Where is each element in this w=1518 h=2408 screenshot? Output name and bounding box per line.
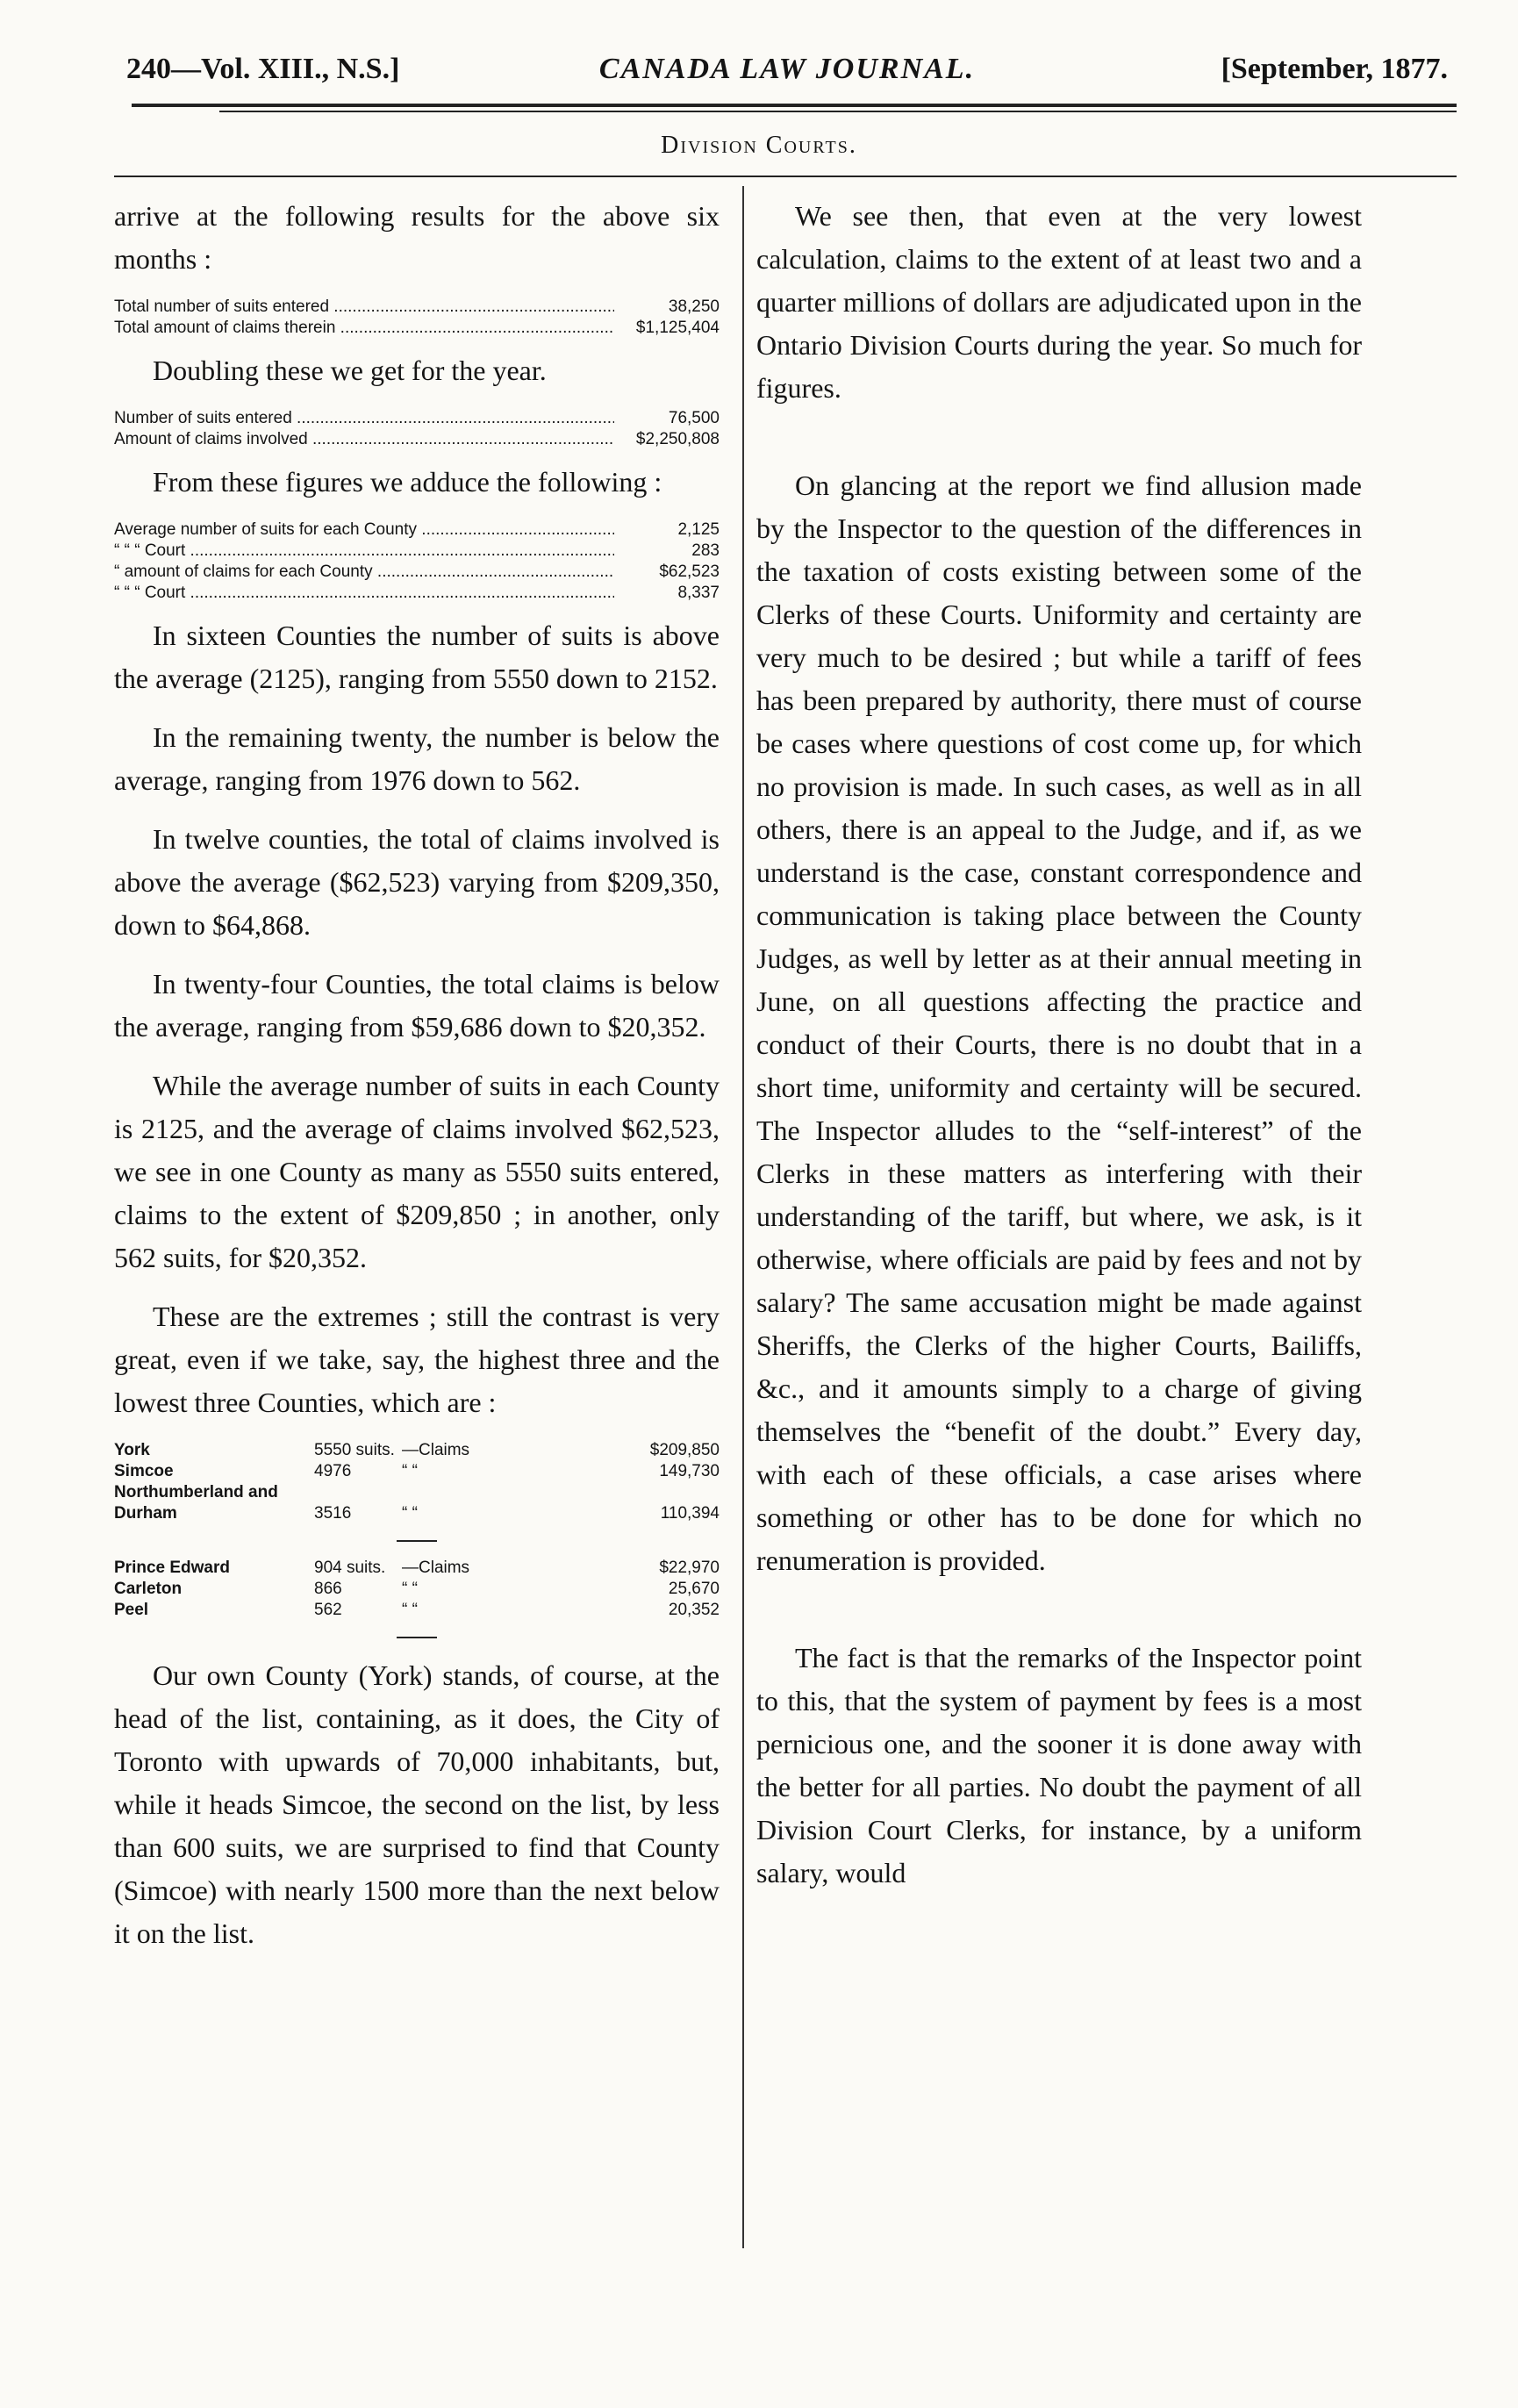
table-row bbox=[114, 1600, 720, 1621]
stat-row bbox=[114, 318, 720, 339]
paragraph: These are the extremes ; still the contrast is very great, even if we take, say, the highest three and the lowest three Counties, which are : bbox=[114, 1301, 720, 1418]
header-rule-thick bbox=[132, 104, 1457, 107]
stat-value: $2,250,808 bbox=[635, 430, 720, 448]
stats-year bbox=[114, 408, 720, 450]
county-claims: $209,850 bbox=[649, 1441, 720, 1459]
paragraph: Doubling these we get for the year. bbox=[153, 355, 547, 386]
county-name: Prince Edward bbox=[114, 1559, 230, 1577]
table-row bbox=[114, 1558, 720, 1579]
paragraph: In sixteen Counties the number of suits is above the average (2125), ranging from 5550 down to 2152. bbox=[114, 620, 720, 694]
paragraph: We see then, that even at the very lowest calculation, claims to the extent of at least two and a quarter millions of dollars are adjudicated upon in the Ontario Division Courts during the year. So much for figures. bbox=[756, 200, 1362, 404]
stat-value: $1,125,404 bbox=[635, 319, 720, 337]
paragraph: From these figures we adduce the following : bbox=[153, 466, 662, 498]
table-row bbox=[114, 1579, 720, 1600]
paragraph: arrive at the following results for the above six months : bbox=[114, 200, 720, 275]
paragraph: On glancing at the report we find allusion made by the Inspector to the question of the differences in the taxation of costs existing between some of the Clerks of these Courts. Uniformity and certainty are very much to be desired ; but while a tariff of fees has been prepared by authority, there must of course be cases where questions of cost come up, for which no provision is made. In such cases, as well as in all others, there is an appeal to the Judge, and if, as we understand is the case, constant correspondence and communication is taking place between the County Judges, as well by letter as at their annual meeting in June, on all questions affecting the practice and conduct of their Courts, there is no doubt that in a short time, uniformity and certainty will be secured. The Inspector alludes to the “self-interest” of the Clerks in these matters as interfering with their understanding of the tariff, but where, we ask, is it otherwise, where officials are paid by fees and not by salary? The same accusation might be made against Sheriffs, the Clerks of the higher Courts, Bailiffs, &c., and it amounts simply to a charge of giving themselves the “benefit of the doubt.” Every day, with each of these officials, a case arises where something or other has to be done for which no renumeration is provided. bbox=[756, 469, 1362, 1576]
highest-counties-table bbox=[114, 1440, 720, 1524]
county-suits: 904 suits. bbox=[314, 1559, 386, 1577]
county-claims-label: “ “ bbox=[402, 1580, 418, 1598]
paragraph: In the remaining twenty, the number is below the average, ranging from 1976 down to 562. bbox=[114, 721, 720, 796]
table-row bbox=[114, 1461, 720, 1482]
county-suits: 562 bbox=[314, 1601, 342, 1619]
paragraph: In twelve counties, the total of claims involved is above the average ($62,523) varying from $209,350, down to $64,868. bbox=[114, 823, 720, 941]
stat-value: 283 bbox=[691, 541, 720, 560]
stat-value: 8,337 bbox=[677, 584, 720, 602]
county-claims-label: “ “ bbox=[402, 1504, 418, 1523]
county-name: Northumberland and Durham bbox=[114, 1483, 278, 1523]
stat-row bbox=[114, 429, 720, 450]
section-title: Division Courts. bbox=[661, 132, 857, 159]
table-row bbox=[114, 1482, 720, 1524]
table-separator bbox=[397, 1540, 437, 1542]
county-name: Simcoe bbox=[114, 1462, 174, 1480]
stat-label: “ amount of claims for each County ..... bbox=[114, 562, 614, 583]
paragraph: In twenty-four Counties, the total claims is below the average, ranging from $59,686 down to $20,352. bbox=[114, 968, 720, 1043]
county-suits: 866 bbox=[314, 1580, 342, 1598]
table-row bbox=[114, 1440, 720, 1461]
column-divider bbox=[742, 186, 744, 2248]
stat-value: 76,500 bbox=[668, 409, 720, 427]
county-claims-label: —Claims bbox=[402, 1559, 470, 1577]
county-suits: 3516 bbox=[314, 1504, 352, 1523]
stat-value: $62,523 bbox=[659, 563, 720, 581]
county-claims: 110,394 bbox=[660, 1504, 720, 1523]
county-claims-label: “ “ bbox=[402, 1601, 418, 1619]
section-rule bbox=[114, 176, 1457, 177]
paragraph: While the average number of suits in each County is 2125, and the average of claims involved $62,523, we see in one County as many as 5550 suits entered, claims to the extent of $209,850 ; in another, only 562 suits, for $20,352. bbox=[114, 1070, 720, 1273]
stat-row bbox=[114, 520, 720, 541]
county-suits: 4976 bbox=[314, 1462, 352, 1480]
county-suits: 5550 suits. bbox=[314, 1441, 395, 1459]
running-header bbox=[126, 53, 1448, 105]
county-name: Peel bbox=[114, 1601, 149, 1619]
stat-value: 38,250 bbox=[668, 297, 720, 316]
lowest-counties-table bbox=[114, 1558, 720, 1621]
county-claims: $22,970 bbox=[659, 1559, 720, 1577]
issue-date: [September, 1877. bbox=[1221, 53, 1448, 85]
stat-label: Number of suits entered ..... bbox=[114, 408, 614, 429]
header-rule-thin bbox=[219, 111, 1457, 112]
stat-label: Total amount of claims therein ..... bbox=[114, 318, 614, 339]
county-claims: 149,730 bbox=[659, 1462, 720, 1480]
county-claims: 25,670 bbox=[668, 1580, 720, 1598]
left-column bbox=[114, 195, 720, 1971]
stats-averages bbox=[114, 520, 720, 604]
stat-label: “ “ “ Court ..... bbox=[114, 541, 614, 562]
stat-label: Amount of claims involved ..... bbox=[114, 429, 614, 450]
page-volume: 240—Vol. XIII., N.S.] bbox=[126, 53, 400, 85]
stat-row bbox=[114, 297, 720, 318]
journal-title: CANADA LAW JOURNAL. bbox=[598, 53, 976, 85]
county-claims-label: —Claims bbox=[402, 1441, 470, 1459]
county-name: York bbox=[114, 1441, 150, 1459]
county-name: Carleton bbox=[114, 1580, 183, 1598]
stat-row bbox=[114, 583, 720, 604]
paragraph: Our own County (York) stands, of course, at the head of the list, containing, as it does, the City of Toronto with upwards of 70,000 inhabitants, but, while it heads Simcoe, the second on the list, by less than 600 suits, we are surprised to find that County (Simcoe) with nearly 1500 more than the next below it on the list. bbox=[114, 1659, 720, 1949]
stat-row bbox=[114, 541, 720, 562]
stat-row bbox=[114, 408, 720, 429]
stat-row bbox=[114, 562, 720, 583]
county-claims: 20,352 bbox=[668, 1601, 720, 1619]
stat-label: Average number of suits for each County ..... bbox=[114, 520, 614, 541]
county-claims-label: “ “ bbox=[402, 1462, 418, 1480]
table-separator bbox=[397, 1637, 437, 1638]
right-column bbox=[756, 195, 1362, 1910]
stat-label: Total number of suits entered ..... bbox=[114, 297, 614, 318]
paragraph: The fact is that the remarks of the Inspector point to this, that the system of payment by fees is a most pernicious one, and the sooner it is done away with the better for all parties. No doubt the payment of all Division Court Clerks, for instance, by a uniform salary, would bbox=[756, 1642, 1362, 1888]
stat-value: 2,125 bbox=[677, 520, 720, 539]
stat-label: “ “ “ Court ..... bbox=[114, 583, 614, 604]
stats-six-months bbox=[114, 297, 720, 339]
